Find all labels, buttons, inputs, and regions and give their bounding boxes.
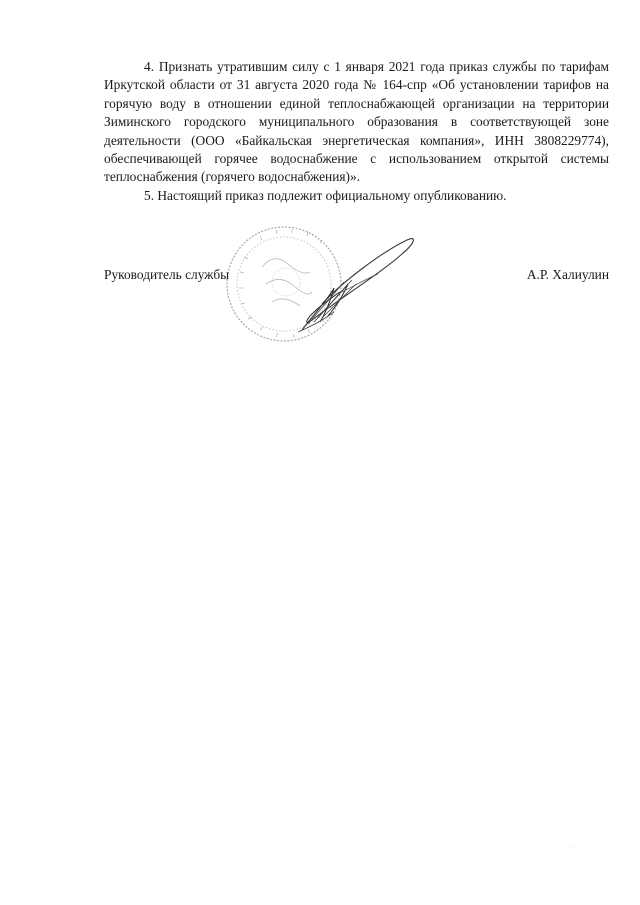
paragraph-item-5: 5. Настоящий приказ подлежит официальному опубликованию. [144,187,507,203]
signatory-name: А.Р. Халиулин [526,267,609,282]
signature-block [104,266,609,286]
page-corner-mark: . [570,843,572,849]
seal-stamp-icon [222,222,422,357]
document-body [104,58,609,205]
paragraph-item-4: 4. Признать утратившим силу с 1 января 2021 года приказ службы по тарифам Иркутской области от 31 августа 2020 года № 164-спр «Об установлении тарифов на горячую воду в отношении единой теплоснабжающей организации на территории Зиминского городского муниципального образования в соответствующей зоне деятельности (ООО «Байкальская энергетическая компания», ИНН 3808229774), обеспечивающей горячее водоснабжение с использованием открытой системы теплоснабжения (горячего водоснабжения)». [104,59,609,185]
signatory-title: Руководитель службы [104,267,230,282]
